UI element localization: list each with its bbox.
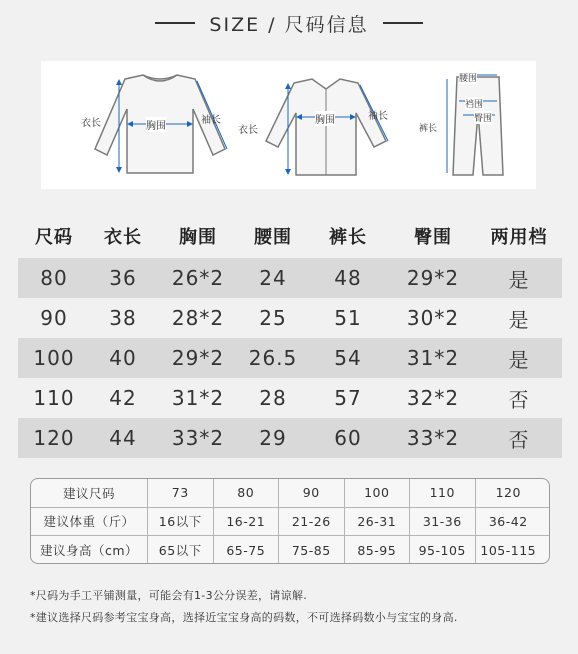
table-cell: 否 xyxy=(508,387,530,412)
table-cell: 31*2 xyxy=(406,346,460,370)
table-cell: 33*2 xyxy=(171,426,225,450)
header-rule-left xyxy=(155,22,195,24)
table-cell: 80 xyxy=(214,479,280,507)
table-row xyxy=(18,338,562,378)
table-cell: 57 xyxy=(334,386,362,410)
table-cell: 36-42 xyxy=(488,513,528,529)
column-header: 裤长 xyxy=(329,227,367,248)
recommended-weight-row xyxy=(31,508,549,537)
row-label: 建议身高（cm） xyxy=(31,536,148,564)
table-cell: 30*2 xyxy=(406,306,460,330)
shirt-diagram xyxy=(256,75,396,183)
measurement-diagram-panel xyxy=(41,61,536,189)
table-cell: 31-36 xyxy=(410,508,476,536)
table-cell: 31*2 xyxy=(171,386,225,410)
table-cell: 51 xyxy=(334,306,362,330)
table-cell: 26-31 xyxy=(345,508,411,536)
page-header xyxy=(0,8,578,38)
table-cell: 16以下 xyxy=(148,508,214,536)
column-header: 两用档 xyxy=(490,227,548,248)
table-cell: 21-26 xyxy=(279,508,345,536)
table-cell: 95-105 xyxy=(410,536,476,564)
table-cell: 29*2 xyxy=(171,346,225,370)
table-row xyxy=(18,378,562,418)
size-measurement-table xyxy=(18,218,562,458)
table-cell: 73 xyxy=(148,479,214,507)
page-title: SIZE / 尺码信息 xyxy=(209,13,369,36)
table-cell: 120 xyxy=(495,485,521,501)
row-label: 建议尺码 xyxy=(31,479,148,507)
table-row xyxy=(18,298,562,338)
table-cell: 否 xyxy=(508,427,530,452)
table-cell: 36 xyxy=(109,266,137,290)
footnote-size-choice: *建议选择尺码参考宝宝身高，选择近宝宝身高的码数，不可选择码数小与宝宝的身高. xyxy=(30,611,458,624)
header-rule-right xyxy=(383,22,423,24)
row-label: 建议体重（斤） xyxy=(31,508,148,536)
recommended-size-row xyxy=(31,479,549,508)
sweater-chest-label: 胸围 xyxy=(146,117,166,132)
table-row xyxy=(18,418,562,458)
table-cell: 32*2 xyxy=(406,386,460,410)
table-cell: 42 xyxy=(109,386,137,410)
recommended-height-row xyxy=(31,536,549,564)
table-cell: 90 xyxy=(40,306,68,330)
table-cell: 29*2 xyxy=(406,266,460,290)
column-header: 衣长 xyxy=(104,227,142,248)
footnote-measurement: *尺码为手工平铺测量，可能会有1-3公分误差，请谅解. xyxy=(30,589,308,602)
shirt-sleeve-label: 袖长 xyxy=(368,111,388,122)
pants-length-label: 裤长 xyxy=(419,124,438,134)
table-cell: 33*2 xyxy=(406,426,460,450)
pants-hip-label: 臀围 xyxy=(474,111,492,124)
table-cell: 110 xyxy=(410,479,476,507)
table-cell: 是 xyxy=(508,307,530,332)
size-recommendation-table xyxy=(30,478,550,564)
table-cell: 是 xyxy=(508,347,530,372)
column-header: 臀围 xyxy=(414,227,452,248)
table-cell: 25 xyxy=(259,306,287,330)
table-cell: 38 xyxy=(109,306,137,330)
pants-diagram xyxy=(443,69,513,181)
table-row xyxy=(18,258,562,298)
table-cell: 26.5 xyxy=(248,346,298,370)
pants-crotch-label: 裆围 xyxy=(465,97,483,110)
table-cell: 105-115 xyxy=(480,542,537,558)
table-cell: 75-85 xyxy=(279,536,345,564)
table-cell: 80 xyxy=(40,266,68,290)
table-cell: 44 xyxy=(109,426,137,450)
table-cell: 16-21 xyxy=(214,508,280,536)
table-cell: 85-95 xyxy=(345,536,411,564)
table-cell: 48 xyxy=(334,266,362,290)
table-cell: 65以下 xyxy=(148,536,214,564)
table-cell: 26*2 xyxy=(171,266,225,290)
shirt-chest-label: 胸围 xyxy=(315,111,335,126)
table-cell: 120 xyxy=(33,426,75,450)
table-cell: 100 xyxy=(33,346,75,370)
table-cell: 是 xyxy=(508,267,530,292)
sweater-sleeve-label: 袖长 xyxy=(201,115,221,126)
column-header: 尺码 xyxy=(35,227,73,248)
column-header: 胸围 xyxy=(179,227,217,248)
table-cell: 90 xyxy=(279,479,345,507)
table-cell: 40 xyxy=(109,346,137,370)
table-cell: 28 xyxy=(259,386,287,410)
shirt-length-label: 衣长 xyxy=(238,125,258,136)
footnotes xyxy=(30,585,570,629)
table-header-row xyxy=(18,218,562,254)
table-cell: 100 xyxy=(345,479,411,507)
table-cell: 110 xyxy=(33,386,75,410)
table-cell: 54 xyxy=(334,346,362,370)
table-cell: 24 xyxy=(259,266,287,290)
pants-waist-label: 腰围 xyxy=(459,71,477,84)
table-cell: 65-75 xyxy=(214,536,280,564)
table-cell: 29 xyxy=(259,426,287,450)
sweater-length-label: 衣长 xyxy=(81,118,101,129)
table-cell: 28*2 xyxy=(171,306,225,330)
table-cell: 60 xyxy=(334,426,362,450)
column-header: 腰围 xyxy=(254,227,292,248)
